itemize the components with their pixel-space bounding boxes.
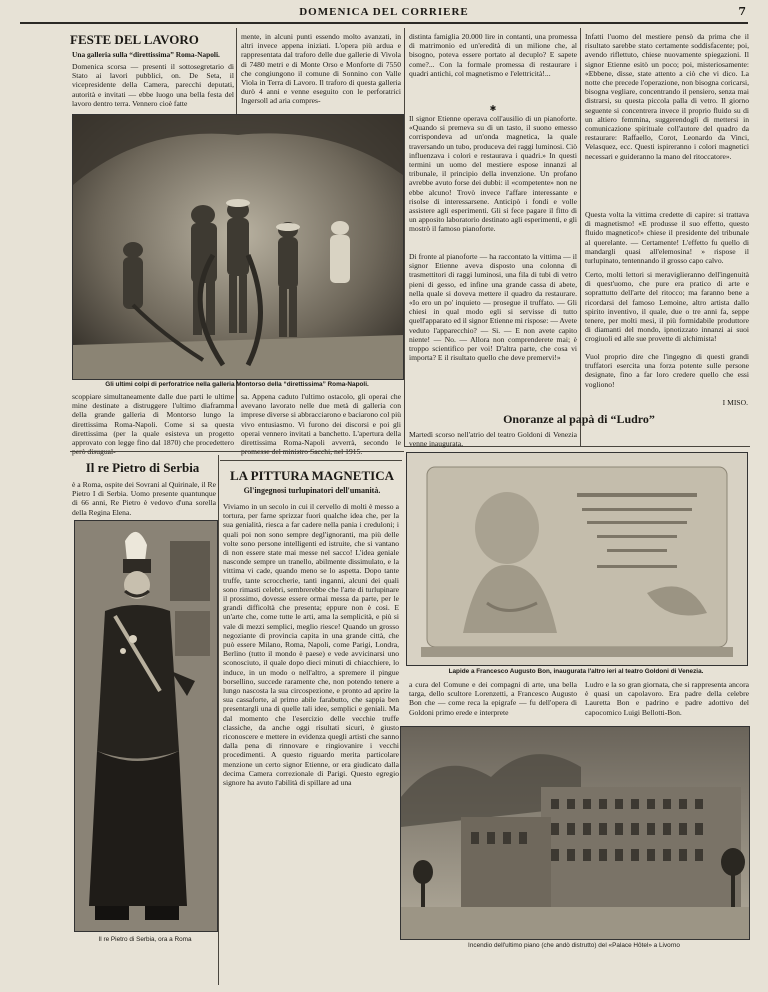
section-divider bbox=[220, 460, 402, 461]
pittura-text-col4-a: Infatti l'uomo del mestiere pensò da prima che il risultato sarebbe stato certamente soddisfacente; poi, avendo riflettuto, chiese nuovamente spiegazioni. Il signor Etienne esitò un poco; poi, misteriosamente: «Ebbene, disse, state attento a ciò che vi dico. La notte che precede l'operazione, non bisogna coricarsi, bisogna vegliare, concentrando il pensiero, senza mai distrarsi, su questa piccola palla di vetro. Il giorno seguente si concentrera invece il proprio fluido su di un altiero femmina, suggerendogli di mettersi in comunicazione spirituale coll'autore del quadro da restaurare: Raffaello, Corot, Leonardo da Vinci, Velasquez, ecc. Questi ispireranno i colori magnetici necessari e guideranno la mano del ritoccatore». bbox=[585, 32, 749, 161]
pittura-text-col4-b: Questa volta la vittima credette di capire: si trattava di magnetismo! «E produsse il suo effetto, questo fluido magnetico!» chiese il presidente del tribunale al querelante. — Certamente! L'effetto fu quello di mandargli quasi all'elemosina! » rispose il turlupinato, tentennando il grosso capo calvo. bbox=[585, 210, 749, 266]
masthead-rule bbox=[20, 22, 748, 24]
pittura-text-col3-victim: Di fronte al pianoforte — ha raccontato la vittima — il signor Etienne aveva disposto una colonna di trasmettitori di raggi luminosi, una fila di tubi di vetro pieni di gesso, ed infine una grande cassa di abete, nella quale si doveva mettere il quadro da restaurare. «Io ero un po' inquieto — prosegue il truffato. — Gli chiesi in qual modo egli si servisse di tutto quell'apparato ed il signor Etienne mi rispose: — Avete veduto l'apparecchio? — Si. — E non avete capito niente! — No. — Allora non comprenderete mai; è troppo scientifico per voi! D'altra parte, che cosa vi importa? E il risultato quello che deve premervi!» bbox=[409, 252, 577, 363]
pittura-signature: I MISO. bbox=[722, 398, 748, 407]
tunnel-photo-caption: Gli ultimi colpi di perforatrice nella galleria Montorso della “direttissima” Roma-Napoli. bbox=[105, 381, 369, 388]
king-photo bbox=[74, 520, 218, 932]
pittura-heading: LA PITTURA MAGNETICA bbox=[230, 468, 394, 483]
hotel-fire-illustration bbox=[401, 727, 749, 939]
king-photo-caption: Il re Pietro di Serbia, ora a Roma bbox=[98, 936, 192, 943]
feste-subheading: Una galleria sulla “direttissima” Roma-Napoli. bbox=[72, 50, 220, 59]
feste-text-mines: scoppiare simultaneamente dalle due parti le ultime mine destinate a distruggere l'ultimo diaframma della grande galleria di Montorso lungo la direttissima Roma-Napoli. Come si sa questa direttissima (per la quale esisteva un progetto approvato con legge fino dal 1870) che procedettero bbox=[72, 392, 234, 448]
column-divider bbox=[580, 28, 581, 446]
ludro-text-dedication: a cura del Comune e dei compagni di arte, una bella targa, dello scultore Lorenzetti, a Francesco Augusto Bon che — come reca la epigrafe — fu dell'opera di Goldoni primo erede e interprete bbox=[409, 680, 577, 717]
ludro-heading: Onoranze al papà di “Ludro” bbox=[503, 412, 655, 426]
pittura-text-col4-c: Certo, molti lettori si meraviglieranno dell'ingenuità di quest'uomo, che pure era pratico di arte e soprattutto dell'arte del ritocco; ma faranno bene a ricordarsi del famoso Lemoine, altro artista dallo spirito inventivo, il quale, due o tre anni fa, seppe tenere, per molti mesi, il più formidabile produttore di diamanti del mondo, ipnotizzato innanzi ai suoi crogiuoli ed alle sue provette di alchimista! bbox=[585, 270, 749, 344]
plaque-photo bbox=[406, 452, 748, 666]
pittura-text-col4-d: Vuol proprio dire che l'ingegno di questi grandi truffatori esercita una forza potente sulle persone designate, fino a far loro credere quello che essi vogliono! bbox=[585, 352, 749, 389]
section-star: ✱ bbox=[489, 104, 497, 113]
pittura-text-col3-pianoforte: Il signor Etienne operava coll'ausilio di un pianoforte. «Quando si premeva su di un tasto, il suono emesso corrispondeva ad un'onda magnetica, la quale traversando un tubo, produceva dei raggi luminosi. Ciò influenzava i colori e restaurava i quadri.» In questi termini un uomo del mestiere espose innanzi al tribunale, il principio della invenzione. Un profano avrebbe avuto forse dei dubbi: il «competente» non ne ebbe alcuno! Trovò invece l'affare interessante e risolse di interessarsene. Anticipò i fondi e volle assistere agli esperimenti. Gli si fece pagare il fitto di un apposito laboratorio destinato agli esperimenti, e gli mostrò il famoso pianoforte. bbox=[409, 114, 577, 234]
ludro-text-intro: Martedì scorso nell'atrio del teatro Goldoni di Venezia venne inaugurata, bbox=[409, 430, 577, 449]
tunnel-illustration bbox=[73, 115, 403, 379]
ludro-text-ending: Ludro e la so gran giornata, che si rappresenta ancora è quasi un capolavoro. Era padre della celebre Lauretta Bon e padrino e padre adottivo del capocomico Luigi Bellotti-Bon. bbox=[585, 680, 749, 717]
pietro-text: è a Roma, ospite dei Sovrani al Quirinale, il Re Pietro I di Serbia. Uomo presente quantunque di 66 anni, Re Pietro è vedovo d'una sorella della Regina Elena. bbox=[72, 480, 216, 517]
column-divider bbox=[218, 455, 219, 985]
pittura-text-col3-top: distinta famiglia 20.000 lire in contanti, una promessa di matrimonio ed un'eredità di un milione che, al bisogno, poteva essere portato al decuplo? E sapete come?... Con la formale promessa di restaurare i quadri antichi, col magnetismo e l'elettricità!... bbox=[409, 32, 577, 78]
column-divider bbox=[404, 28, 405, 446]
pittura-subheading: Gl'ingegnosi turlupinatori dell'umanità. bbox=[243, 486, 381, 495]
feste-text-intro: Domenica scorsa — presenti il sottosegretario di Stato ai lavori pubblici, on. De Seta, il vicepresidente della Camera, parecchi deputati, autorità e invitati — ebbe luogo una bella festa del lavoro dentro terra. Vennero cioè fatte bbox=[72, 62, 234, 108]
masthead-title: DOMENICA DEL CORRIERE bbox=[299, 6, 469, 18]
section-divider bbox=[70, 451, 404, 452]
plaque-photo-caption: Lapide a Francesco Augusto Bon, inaugurata l'altro ieri al teatro Goldoni di Venezia. bbox=[448, 668, 704, 675]
feste-heading: FESTE DEL LAVORO bbox=[70, 32, 199, 47]
hotel-fire-photo bbox=[400, 726, 750, 940]
plaque-illustration bbox=[407, 453, 747, 665]
tunnel-photo bbox=[72, 114, 404, 380]
king-portrait-illustration bbox=[75, 521, 217, 931]
page-number: 7 bbox=[738, 5, 746, 18]
feste-text-ending: sa. Appena caduto l'ultimo ostacolo, gli operai che avevano lavorato nelle due metà di galleria con imprese diverse si abbracciarono e baciarono col più vivo entusiasmo. Vi furono dei discorsi e poi gli operai vennero invitati a banchetto. L'apertura della direttissima Roma-Napoli avverrà, secondo le bbox=[241, 392, 401, 448]
feste-text-continued: mente, in alcuni punti essendo molto avanzati, in altri invece appena iniziati. L'opera più ardua e rappresentata dal traforo delle due gallerie di Vivola di 7480 metri e di Monte Orso e Monforte di 7550 che congiungono il comune di Sonnino con Valle Viola in Terra di Lavoro. Il traforo di questa galleria durò 4 anni e venne eseguito con le perforatrici Ingersoll ad aria compres- bbox=[241, 32, 401, 106]
hotel-fire-photo-caption: Incendio dell'ultimo piano (che andò distrutto) del «Palace Hôtel» a Livorno bbox=[468, 942, 680, 949]
pietro-heading: Il re Pietro di Serbia bbox=[85, 460, 200, 475]
pittura-text-main: Viviamo in un secolo in cui il cervello di molti è messo a tortura, per farne sprizzar fuori qualche idea che, per la sua genialità, riesca a far cadere nella pania i creduloni; i quali poi non sono sempre degl'ignoranti, ma più delle volte sono persone intelligenti ed istruite, che si vantano di non essere state mai messe nel sacco! L'idea geniale nasconde sempre un tranello, abilmente dissimulato, e la vittima vi cade, quando meno se lo aspetta. Dopo tante truffe, tante scroccherie, tanti inganni, alcuni dei quali sono rimasti celebri, sembrerebbe che l'arte di turlupinare il prossimo, dovesse essere ormai messa da parte, per le grandi difficoltà che presenta; eppure non è cosi. E un'arte che, come tutte le arti, ama la semplicità, e più si vale di mezzi semplici, meglio riesce! Quando un grosso negoziante di provincia capita in una grande città, che può essere Milano, Roma, Napoli, come Parigi, Londra, Berlino (tutto il mondo è paese) e vede avvicinarsi uno sconosciuto, il quale dopo dieci minuti di chiacchiere, lo induce, in un modo o nell'altro, a spremere il pingue borsellino, succede raramente che, non potendo tenere a lungo nascosta la sua circospezione, e pronto ad aprire la sua cassaforte, al primo abile farabutto, che sappia ben presentargli una di quelle tali idee, semplici e geniali. Ma dal momento che l'esercizio delle vecchie truffe classiche, da anche oggi risultati sicuri, è giusto riconoscere e mettere in evidenza quegli artisti che sanno dalla pena di rinnovare e ringiovanire i vecchi procedimenti. A questo riguardo merita particolare menzione un certo signor Etienne, or era giudicato dalla decima Camera correzionale di Parigi. Questo egregio signore ha avuto l'abilità di spillare ad una bbox=[223, 502, 399, 788]
